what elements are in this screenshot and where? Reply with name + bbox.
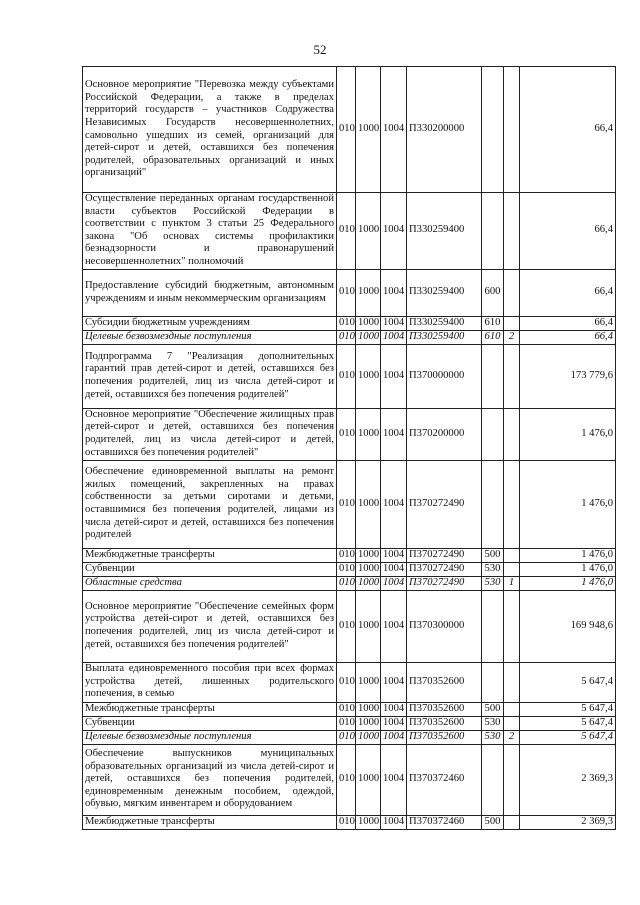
table-row [83,67,616,193]
row-amount: 5 647,4 [520,716,616,730]
table-row [83,702,616,716]
row-subsection-code: 1004 [381,193,407,270]
row-subsection-code: 1004 [381,269,407,316]
row-expense-type: 610 [482,330,504,344]
row-amount: 66,4 [520,316,616,330]
row-amount: 5 647,4 [520,662,616,702]
row-expense-type: 500 [482,815,504,829]
row-target-article: П370272490 [407,548,482,562]
row-section-code: 1000 [356,744,381,815]
row-funding-source [504,460,520,548]
row-section-code: 1000 [356,815,381,829]
row-amount: 173 779,6 [520,344,616,408]
table-row [83,744,616,815]
row-funding-source [504,193,520,270]
table-row [83,590,616,662]
row-section-code: 1000 [356,344,381,408]
row-target-article: П370200000 [407,408,482,460]
row-target-article: П370352600 [407,730,482,744]
row-section-code: 1000 [356,576,381,590]
table-row [83,316,616,330]
row-target-article: П330259400 [407,330,482,344]
row-funding-source [504,702,520,716]
row-amount: 66,4 [520,330,616,344]
row-target-article: П330259400 [407,269,482,316]
row-section-code: 1000 [356,562,381,576]
row-subsection-code: 1004 [381,730,407,744]
row-amount: 2 369,3 [520,815,616,829]
row-name: Целевые безвозмездные поступления [83,730,337,744]
row-amount: 1 476,0 [520,548,616,562]
row-expense-type [482,344,504,408]
row-section-code: 1000 [356,408,381,460]
row-section-code: 1000 [356,316,381,330]
table-row [83,269,616,316]
row-funding-source [504,408,520,460]
row-section-code: 1000 [356,269,381,316]
table-row [83,408,616,460]
row-funding-source: 2 [504,730,520,744]
row-amount: 66,4 [520,193,616,270]
row-expense-type: 500 [482,702,504,716]
row-expense-type [482,193,504,270]
row-subsection-code: 1004 [381,590,407,662]
budget-table [82,66,616,830]
row-ved-code: 010 [337,662,356,702]
row-target-article: П370000000 [407,344,482,408]
row-name: Обеспечение единовременной выплаты на ремонт жилых помещений, закрепленных на правах собственности за детьми сиротами и детьми, оставшимися без попечения родителей, лицами из числа детей-сирот и детей, оставшихся без попечения родителей [83,460,337,548]
table-row [83,662,616,702]
row-funding-source [504,716,520,730]
row-subsection-code: 1004 [381,67,407,193]
row-name: Субсидии бюджетным учреждениям [83,316,337,330]
row-expense-type: 530 [482,562,504,576]
row-name: Выплата единовременного пособия при всех формах устройства детей, лишенных родительского попечения, в семью [83,662,337,702]
row-funding-source [504,344,520,408]
row-expense-type: 530 [482,730,504,744]
row-subsection-code: 1004 [381,548,407,562]
table-row [83,344,616,408]
row-target-article: П370372460 [407,815,482,829]
row-name: Целевые безвозмездные поступления [83,330,337,344]
row-section-code: 1000 [356,67,381,193]
table-row [83,193,616,270]
row-amount: 66,4 [520,67,616,193]
page-number: 52 [313,42,327,57]
row-expense-type [482,662,504,702]
row-target-article: П330200000 [407,67,482,193]
table-row [83,330,616,344]
row-target-article: П370352600 [407,702,482,716]
row-ved-code: 010 [337,316,356,330]
row-expense-type [482,590,504,662]
row-ved-code: 010 [337,562,356,576]
row-expense-type: 610 [482,316,504,330]
row-ved-code: 010 [337,576,356,590]
row-ved-code: 010 [337,590,356,662]
budget-table-body [83,67,616,830]
row-ved-code: 010 [337,344,356,408]
row-funding-source [504,662,520,702]
row-funding-source [504,815,520,829]
row-target-article: П370352600 [407,662,482,702]
row-name: Обеспечение выпускников муниципальных образовательных организаций из числа детей-сирот и детей, оставшихся без попечения родителей, единовременным денежным пособием, одеждой, обувью, мягким инвентарем и оборудованием [83,744,337,815]
row-target-article: П370272490 [407,460,482,548]
row-subsection-code: 1004 [381,460,407,548]
row-name: Основное мероприятие "Обеспечение семейных форм устройства детей-сирот и детей, оставшихся без попечения родителей, лиц из числа детей-сирот и детей, оставшихся без попечения родителей" [83,590,337,662]
row-ved-code: 010 [337,460,356,548]
row-expense-type [482,408,504,460]
row-expense-type: 600 [482,269,504,316]
row-name: Субвенции [83,716,337,730]
row-subsection-code: 1004 [381,562,407,576]
row-funding-source [504,562,520,576]
row-expense-type: 500 [482,548,504,562]
row-ved-code: 010 [337,193,356,270]
row-subsection-code: 1004 [381,702,407,716]
row-funding-source [504,548,520,562]
row-section-code: 1000 [356,590,381,662]
row-name: Осуществление переданных органам государственной власти субъектов Российской Федерации в соответствии с пунктом 3 статьи 25 Федерального закона "Об основах системы профилактики безнадзорности и правонарушений несовершеннолетних" полномочий [83,193,337,270]
row-amount: 1 476,0 [520,562,616,576]
table-row [83,716,616,730]
row-amount: 1 476,0 [520,408,616,460]
row-ved-code: 010 [337,702,356,716]
row-expense-type [482,744,504,815]
table-row [83,460,616,548]
row-subsection-code: 1004 [381,344,407,408]
row-funding-source: 2 [504,330,520,344]
row-section-code: 1000 [356,730,381,744]
row-funding-source [504,67,520,193]
row-amount: 2 369,3 [520,744,616,815]
row-name: Межбюджетные трансферты [83,815,337,829]
row-subsection-code: 1004 [381,330,407,344]
row-section-code: 1000 [356,460,381,548]
row-name: Межбюджетные трансферты [83,548,337,562]
row-subsection-code: 1004 [381,716,407,730]
row-section-code: 1000 [356,662,381,702]
row-funding-source [504,316,520,330]
table-row [83,815,616,829]
row-ved-code: 010 [337,408,356,460]
row-amount: 5 647,4 [520,702,616,716]
row-subsection-code: 1004 [381,576,407,590]
row-name: Основное мероприятие "Перевозка между субъектами Российской Федерации, а также в пределах территорий государств – участников Содружества Независимых Государств несовершеннолетних, самовольно ушедших из семей, организаций для детей-сирот и детей, оставшихся без попечения родителей, образовательных организаций и иных организаций" [83,67,337,193]
row-expense-type: 530 [482,576,504,590]
row-section-code: 1000 [356,702,381,716]
row-target-article: П370372460 [407,744,482,815]
row-target-article: П370272490 [407,562,482,576]
row-section-code: 1000 [356,330,381,344]
row-subsection-code: 1004 [381,316,407,330]
row-subsection-code: 1004 [381,408,407,460]
row-section-code: 1000 [356,193,381,270]
row-amount: 1 476,0 [520,576,616,590]
row-ved-code: 010 [337,815,356,829]
row-ved-code: 010 [337,730,356,744]
row-ved-code: 010 [337,67,356,193]
row-funding-source [504,269,520,316]
row-ved-code: 010 [337,744,356,815]
row-target-article: П330259400 [407,193,482,270]
table-row [83,548,616,562]
row-target-article: П330259400 [407,316,482,330]
row-funding-source [504,744,520,815]
row-ved-code: 010 [337,548,356,562]
row-subsection-code: 1004 [381,815,407,829]
row-funding-source [504,590,520,662]
row-ved-code: 010 [337,716,356,730]
row-funding-source: 1 [504,576,520,590]
table-row [83,562,616,576]
row-expense-type [482,460,504,548]
row-name: Субвенции [83,562,337,576]
row-name: Подпрограмма 7 "Реализация дополнительных гарантий прав детей-сирот и детей, оставшихся без попечения родителей, лиц из числа детей-сирот и детей, оставшихся без попечения родителей" [83,344,337,408]
table-row [83,576,616,590]
table-row [83,730,616,744]
row-amount: 5 647,4 [520,730,616,744]
row-name: Основное мероприятие "Обеспечение жилищных прав детей-сирот и детей, оставшихся без попечения родителей, лиц из числа детей-сирот и детей, оставшихся без попечения родителей" [83,408,337,460]
row-subsection-code: 1004 [381,744,407,815]
row-expense-type: 530 [482,716,504,730]
row-target-article: П370272490 [407,576,482,590]
row-name: Предоставление субсидий бюджетным, автономным учреждениям и иным некоммерческим организациям [83,269,337,316]
row-expense-type [482,67,504,193]
row-subsection-code: 1004 [381,662,407,702]
row-amount: 1 476,0 [520,460,616,548]
row-target-article: П370352600 [407,716,482,730]
row-target-article: П370300000 [407,590,482,662]
row-ved-code: 010 [337,330,356,344]
row-amount: 66,4 [520,269,616,316]
row-section-code: 1000 [356,548,381,562]
row-section-code: 1000 [356,716,381,730]
row-amount: 169 948,6 [520,590,616,662]
row-ved-code: 010 [337,269,356,316]
row-name: Межбюджетные трансферты [83,702,337,716]
row-name: Областные средства [83,576,337,590]
